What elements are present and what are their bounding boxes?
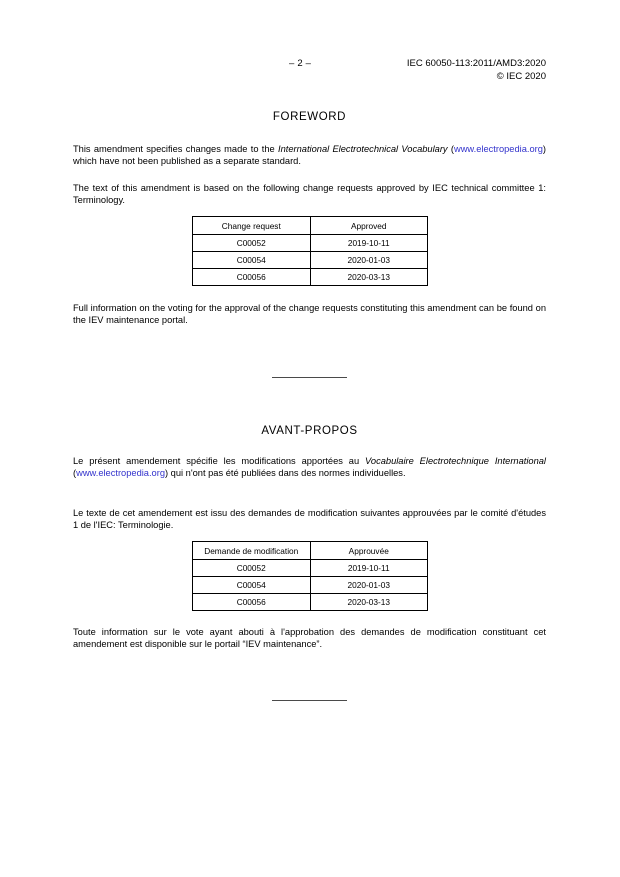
avant-propos-p1-text-1: Le présent amendement spécifie les modifications apportées au — [73, 456, 366, 466]
electropedia-link-fr[interactable]: www.electropedia.org — [76, 468, 165, 479]
copyright-notice: © IEC 2020 — [496, 70, 546, 82]
table-row — [193, 252, 428, 269]
column-header-change-request: Change request — [193, 217, 311, 235]
column-header-demande-modification: Demande de modification — [193, 542, 311, 560]
avant-propos-paragraph-3: Toute information sur le vote ayant abouti à l'approbation des demandes de modification constituant cet amendement est disponible sur le portail “IEV maintenance”. — [73, 627, 546, 650]
cell-change-request: C00052 — [193, 235, 311, 252]
page-header — [73, 58, 546, 88]
avant-propos-p1-text-3: ) qui n'ont pas été publiées dans des normes individuelles. — [165, 468, 406, 479]
avant-propos-paragraph-1 — [73, 455, 546, 480]
foreword-paragraph-2: The text of this amendment is based on the following change requests approved by IEC technical committee 1: Terminology. — [73, 183, 546, 206]
cell-change-request: C00054 — [193, 252, 311, 269]
change-request-table-en — [192, 216, 428, 286]
foreword-p1-text-1: This amendment specifies changes made to the — [73, 144, 279, 154]
cell-approved-date: 2020-03-13 — [310, 269, 428, 286]
table-row — [193, 235, 428, 252]
section-separator-rule — [272, 377, 347, 378]
standard-reference: IEC 60050-113:2011/AMD3:2020 — [406, 58, 546, 69]
cell-approuvee-date: 2020-03-13 — [310, 594, 428, 611]
table-row — [193, 560, 428, 577]
avant-propos-p1-italic-title: Vocabulaire Electrotechnique International — [365, 456, 546, 466]
cell-approuvee-date: 2019-10-11 — [310, 560, 428, 577]
column-header-approved: Approved — [310, 217, 428, 235]
page-number: – 2 – — [289, 58, 312, 69]
avant-propos-paragraph-2: Le texte de cet amendement est issu des demandes de modification suivantes approuvées par le comité d'études 1 de l'IEC: Terminologie. — [73, 508, 546, 531]
table-row — [193, 594, 428, 611]
foreword-paragraph-1 — [73, 143, 546, 168]
foreword-p1-italic-title: International Electrotechnical Vocabulary — [278, 144, 448, 154]
avant-propos-p1-text-2: ( — [73, 468, 77, 479]
section-separator-rule — [272, 700, 347, 701]
foreword-title: FOREWORD — [272, 111, 347, 123]
avant-propos-title: AVANT-PROPOS — [261, 425, 358, 437]
cell-approved-date: 2020-01-03 — [310, 252, 428, 269]
table-header-row — [193, 217, 428, 235]
cell-change-request: C00056 — [193, 269, 311, 286]
table-row — [193, 269, 428, 286]
column-header-approuvee: Approuvée — [310, 542, 428, 560]
cell-approved-date: 2019-10-11 — [310, 235, 428, 252]
foreword-p1-text-2: ( — [447, 144, 454, 154]
electropedia-link-en[interactable]: www.electropedia.org — [454, 144, 543, 154]
cell-approuvee-date: 2020-01-03 — [310, 577, 428, 594]
cell-demande-modification: C00054 — [193, 577, 311, 594]
table-row — [193, 577, 428, 594]
cell-demande-modification: C00052 — [193, 560, 311, 577]
table-header-row — [193, 542, 428, 560]
foreword-paragraph-3: Full information on the voting for the approval of the change requests constituting this amendment can be found on the IEV maintenance portal. — [73, 303, 546, 326]
foreword-p1-text-3: ) which have not been published as a separate standard. — [73, 144, 546, 167]
change-request-table-fr — [192, 541, 428, 611]
cell-demande-modification: C00056 — [193, 594, 311, 611]
